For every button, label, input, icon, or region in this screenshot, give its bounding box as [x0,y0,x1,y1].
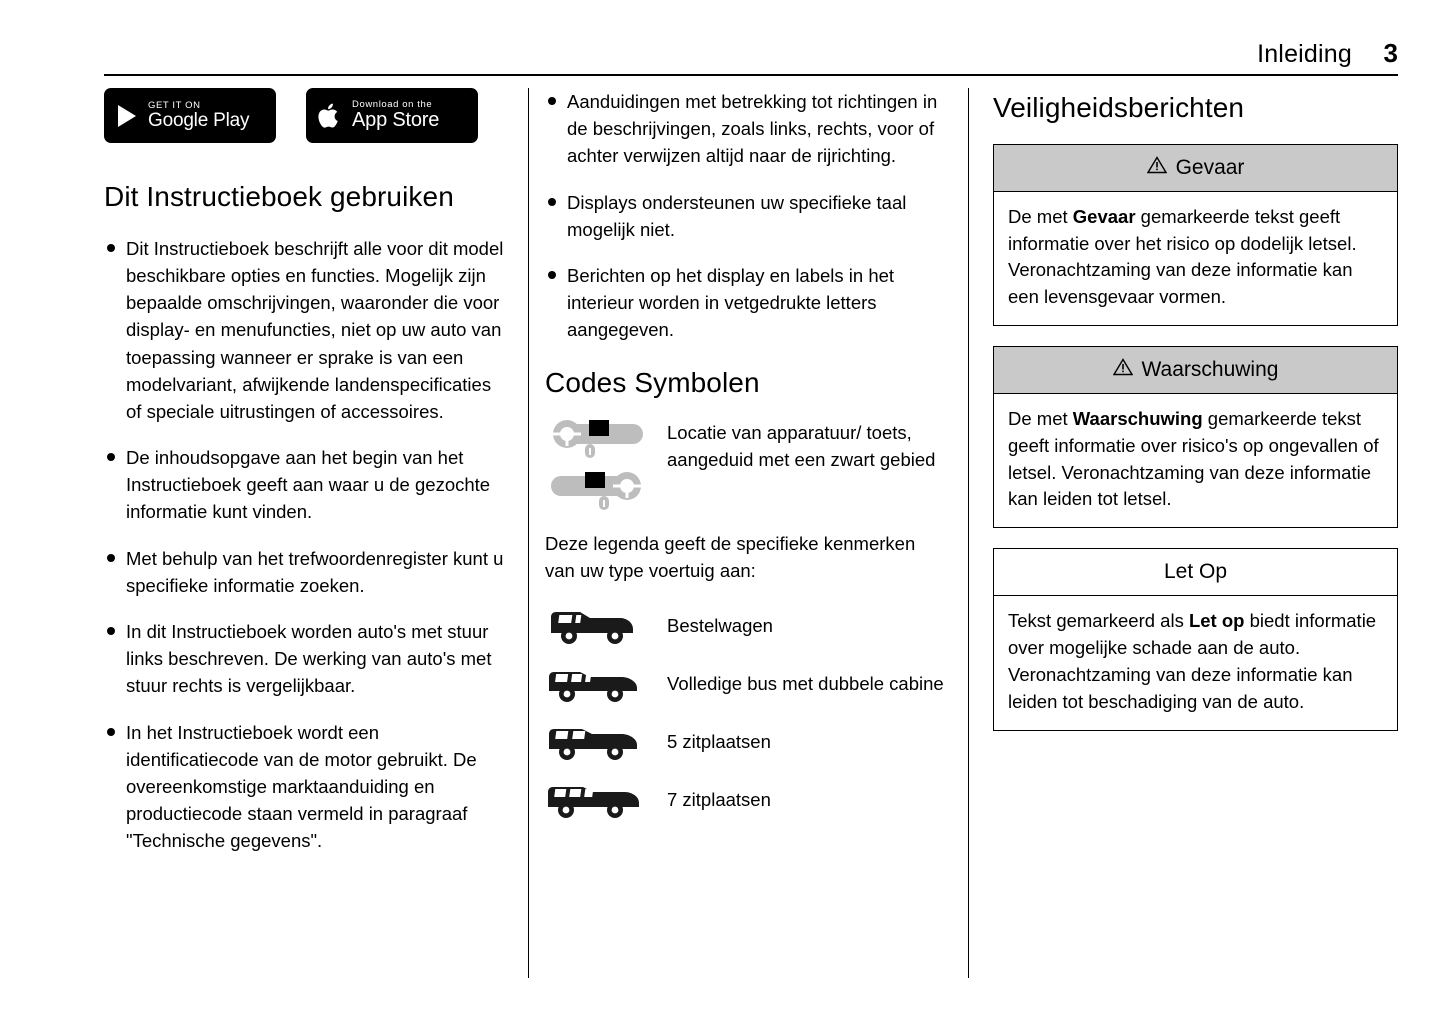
list-item [545,88,950,170]
vehicle-legend-label: Volledige bus met dubbele cabine [667,672,944,694]
steering-wheel-location-icon [545,418,649,516]
list-item-text: De inhoudsopgave aan het begin van het Instructieboek geeft aan waar u de gezochte informatie kunt vinden. [126,447,491,523]
safety-body-bold: Let op [1188,610,1245,632]
safety-box-danger-header [994,145,1397,192]
google-play-badge-label: Google Play [148,109,250,131]
safety-box-notice-title: Let Op [1163,560,1228,584]
vehicle-legend-label: 5 zitplaatsen [667,730,771,752]
play-triangle-icon [114,102,140,130]
list-item-text: Met behulp van het trefwoordenregister kunt u specifieke informatie zoeken. [126,547,504,596]
seven-seat-van-icon [545,777,645,823]
list-item-text: Displays ondersteunen uw specifieke taal mogelijk niet. [567,191,907,240]
safety-body-post: biedt informatie over mogelijke schade aan de auto. Veronachtzaming van deze informatie kan leiden tot beschadiging van de auto. [1008,610,1377,712]
safety-body-pre: De met [1008,205,1073,227]
list-item [104,444,509,526]
vehicle-legend-list [545,603,950,823]
manual-usage-list [104,235,509,855]
safety-body-post: gemarkeerde tekst geeft informatie over risico's op ongevallen of letsel. Veronachtzaming van deze informatie kan leiden tot letsel. [1008,408,1379,510]
app-store-badge[interactable] [306,88,478,143]
safety-box-notice-body [994,596,1397,729]
list-item [545,262,950,344]
list-item-text: In dit Instructieboek worden auto's met stuur links beschreven. De werking van auto's met stuur rechts is vergelijkbaar. [126,621,492,697]
safety-body-pre: De met [1008,408,1073,429]
legend-intro-text: Deze legenda geeft de specifieke kenmerken van uw type voertuig aan: [545,533,916,582]
store-badges [104,88,509,143]
vehicle-legend-row [545,661,950,707]
vehicle-legend-label: 7 zitplaatsen [667,788,771,810]
page-header [104,38,1398,69]
safety-box-warning [993,346,1398,528]
safety-body-bold: Waarschuwing [1072,408,1203,429]
list-item [104,618,509,700]
list-item-text: Berichten op het display en labels in het interieur worden in vetgedrukte letters aangegeven. [567,264,895,341]
double-cab-bus-icon [545,661,645,707]
warning-triangle-icon [1147,156,1167,180]
safety-body-bold: Gevaar [1072,205,1136,227]
manual-usage-list-continued [545,88,950,344]
van-icon [545,603,645,649]
column-three [993,88,1398,751]
list-item [545,189,950,243]
symbol-legend-label: Locatie van apparatuur/ toets, aangeduid met een zwart gebied [667,422,936,471]
list-item [104,235,509,425]
list-item [104,719,509,855]
section-heading-safety-messages: Veiligheidsberichten [993,92,1245,123]
safety-box-danger-title: Gevaar [1175,155,1245,179]
safety-body-post: gemarkeerde tekst geeft informatie over het risico op dodelijk letsel. Veronachtzaming van deze informatie kan een levensgevaar vormen. [1008,205,1357,308]
column-one [104,88,509,874]
safety-box-warning-title: Waarschuwing [1141,358,1279,381]
safety-box-danger [993,144,1398,326]
safety-body-pre: Tekst gemarkeerd als [1008,610,1189,632]
app-store-badge-label: App Store [352,108,440,131]
column-divider-1 [528,88,529,978]
page-title: Inleiding [1257,40,1352,68]
apple-logo-icon [316,100,344,132]
safety-box-notice-header [994,549,1397,596]
list-item [104,545,509,599]
page-number: 3 [1383,38,1398,68]
safety-box-warning-body [994,394,1397,527]
list-item-text: Dit Instructieboek beschrijft alle voor dit model beschikbare opties en functies. [126,237,504,286]
column-divider-2 [968,88,969,978]
five-seat-van-icon [545,719,645,765]
symbol-legend-row [545,418,950,516]
vehicle-legend-row [545,777,950,823]
warning-triangle-icon [1113,358,1133,382]
vehicle-legend-row [545,719,950,765]
header-divider [104,74,1398,76]
safety-box-danger-body [994,192,1397,325]
google-play-badge-small: GET IT ON [148,99,201,111]
list-item-text: In het Instructieboek wordt een identificatiecode van de motor gebruikt. De overeenkomstige marktaanduiding en productiecode staan vermeld in paragraaf "Technische gegevens". [126,721,477,852]
column-two [545,88,950,835]
safety-box-warning-header [994,347,1397,394]
section-heading-using-manual: Dit Instructieboek gebruiken [104,181,454,212]
section-heading-symbol-codes: Codes Symbolen [545,366,760,398]
app-store-badge-small: Download on the [352,99,433,111]
list-item-text: Aanduidingen met betrekking tot richtingen in de beschrijvingen, zoals links, rechts, voor of achter verwijzen altijd naar de rijrichting. [567,91,938,167]
safety-box-notice [993,548,1398,730]
vehicle-legend-label: Bestelwagen [667,614,773,636]
vehicle-legend-row [545,603,950,649]
google-play-badge[interactable] [104,88,276,143]
list-item-text-bold: Mogelijk zijn bepaalde omschrijvingen, waaronder die voor display- en menufuncties, niet op uw auto van toepassing wanneer er sprake is van een modelvariant, afwijkende landenspecificaties of speciale uitrustingen of accessoires. [126,264,502,422]
